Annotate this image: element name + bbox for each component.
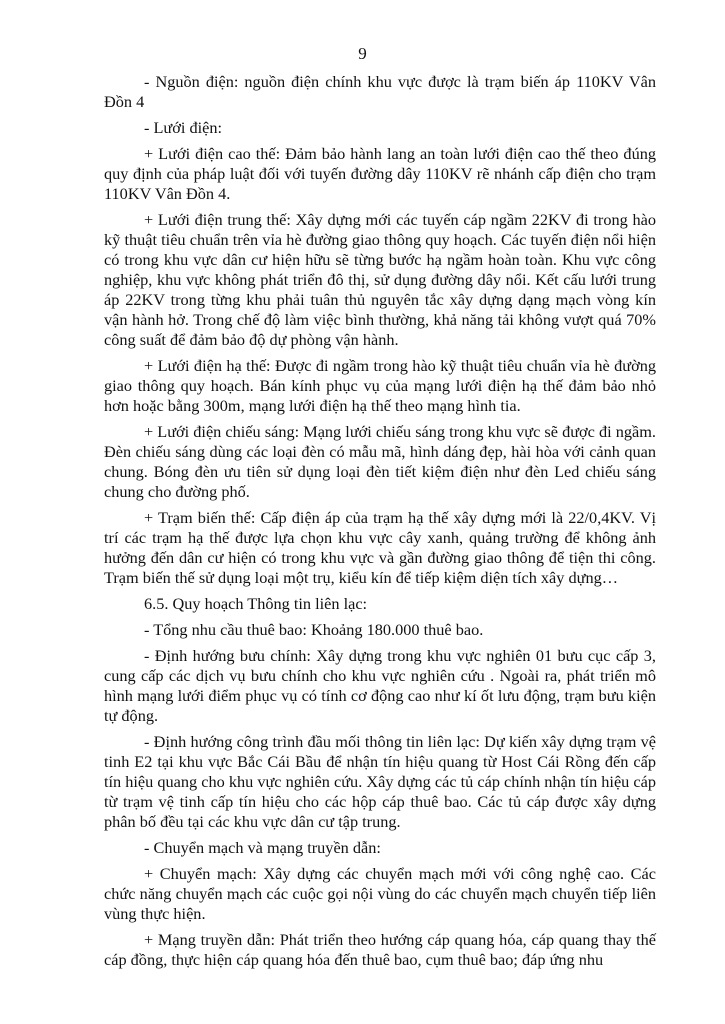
paragraph-medium-voltage: + Lưới điện trung thế: Xây dựng mới các tuyến cáp ngầm 22KV đi trong hào kỹ thuật tiêu chuẩn trên vỉa hè đường giao thông quy hoạch. Các tuyến điện nổi hiện có trong khu vực dân cư hiện hữu sẽ từng bước hạ ngầm hoàn toàn. Khu vực công nghiệp, khu vực không phát triển đô thị, sử dụng đường dây nổi. Kết cấu lưới trung áp 22KV trong từng khu phải tuân thủ nguyên tắc xây dựng dạng mạch vòng kín vận hành hở. Trong chế độ làm việc bình thường, khả năng tải không vượt quá 70% công suất để đảm bảo độ dự phòng vận hành.	[104, 210, 656, 349]
paragraph-high-voltage: + Lưới điện cao thế: Đảm bảo hành lang an toàn lưới điện cao thế theo đúng quy định của pháp luật đối với tuyến đường dây 110KV rẽ nhánh cấp điện cho trạm 110KV Vân Đồn 4.	[104, 144, 656, 203]
paragraph-grid-heading: - Lưới điện:	[144, 118, 223, 137]
paragraph-switching: + Chuyển mạch: Xây dựng các chuyển mạch mới với công nghệ cao. Các chức năng chuyển mạch các cuộc gọi nội vùng do các chuyển mạch chuyển tiếp liên vùng thực hiện.	[104, 864, 656, 923]
paragraph-subscriber-demand: - Tổng nhu cầu thuê bao: Khoảng 180.000 thuê bao.	[144, 620, 484, 639]
page-number: 9	[358, 44, 367, 63]
section-heading-communications: 6.5. Quy hoạch Thông tin liên lạc:	[144, 594, 368, 613]
paragraph-hub-works: - Định hướng công trình đầu mối thông tin liên lạc: Dự kiến xây dựng trạm vệ tinh E2 tại khu vực Bắc Cái Bầu để nhận tín hiệu quang từ Host Cái Rồng đến cấp tín hiệu quang cho khu vực nghiên cứu. Xây dựng các tủ cáp chính nhận tín hiệu cáp từ trạm vệ tinh cấp tín hiệu cho các hộp cáp thuê bao. Các tủ cáp được xây dựng phân bố đều tại các khu vực dân cư tập trung.	[104, 732, 656, 831]
paragraph-switching-heading: - Chuyển mạch và mạng truyền dẫn:	[144, 838, 381, 857]
paragraph-power-source: - Nguồn điện: nguồn điện chính khu vực được là trạm biến áp 110KV Vân Đồn 4	[104, 72, 656, 111]
document-body	[104, 72, 656, 976]
paragraph-postal-orientation: - Định hướng bưu chính: Xây dựng trong khu vực nghiên 01 bưu cục cấp 3, cung cấp các dịch vụ bưu chính cho khu vực nghiên cứu . Ngoài ra, phát triển mô hình mạng lưới điểm phục vụ có tính cơ động cao như kí ốt lưu động, trạm bưu kiện tự động.	[104, 646, 656, 725]
paragraph-low-voltage: + Lưới điện hạ thế: Được đi ngầm trong hào kỹ thuật tiêu chuẩn vỉa hè đường giao thông quy hoạch. Bán kính phục vụ của mạng lưới điện hạ thế đảm bảo nhỏ hơn hoặc bằng 300m, mạng lưới điện hạ thế theo mạng hình tia.	[104, 356, 656, 415]
paragraph-transmission: + Mạng truyền dẫn: Phát triển theo hướng cáp quang hóa, cáp quang thay thế cáp đồng, thực hiện cáp quang hóa đến thuê bao, cụm thuê bao; đáp ứng nhu	[104, 930, 656, 969]
paragraph-lighting-grid: + Lưới điện chiếu sáng: Mạng lưới chiếu sáng trong khu vực sẽ được đi ngầm. Đèn chiếu sáng dùng các loại đèn có mẫu mã, hình dáng đẹp, hài hòa với cảnh quan chung. Bóng đèn ưu tiên sử dụng loại đèn tiết kiệm điện như đèn Led chiếu sáng chung cho đường phố.	[104, 422, 656, 501]
paragraph-transformer-station: + Trạm biến thế: Cấp điện áp của trạm hạ thế xây dựng mới là 22/0,4KV. Vị trí các trạm hạ thế được lựa chọn khu vực cây xanh, quảng trường để không ảnh hưởng đến dân cư hiện có trong khu vực và gần đường giao thông để tiện thi công. Trạm biến thế sử dụng loại một trụ, kiểu kín để tiếp kiệm diện tích xây dựng…	[104, 508, 656, 587]
